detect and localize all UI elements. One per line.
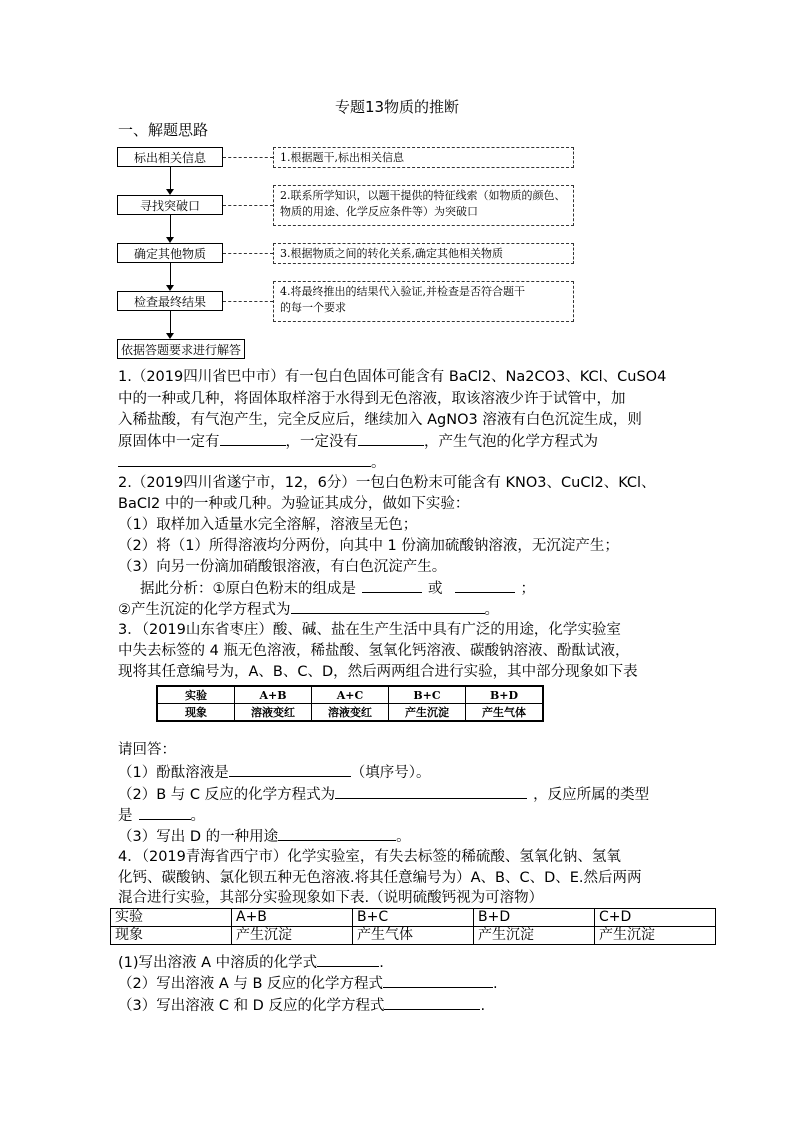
table-row (157, 704, 543, 722)
q3-results-table (156, 685, 544, 722)
dashed-connector (223, 253, 273, 254)
q3-line: 请回答： (118, 742, 176, 758)
q2-text: 据此分析：①原白色粉末的组成是 (140, 581, 356, 597)
table-cell: 产生沉淀 (474, 927, 595, 945)
answer-blank[interactable] (220, 431, 286, 446)
q4-line: 混合进行实验，其部分实验现象如下表.（说明硫酸钙视为可溶物） (118, 890, 544, 906)
q1-line: 入稀盐酸，有气泡产生，完全反应后，继续加入 AgNO3 溶液有白色沉淀生成，则 (118, 412, 642, 428)
answer-blank[interactable] (118, 452, 371, 467)
q4-results-table (110, 908, 716, 945)
q2-line: （3）向另一份滴加硝酸银溶液，有白色沉淀产生。 (118, 559, 447, 575)
q3-line (118, 805, 205, 827)
dashed-connector (223, 301, 273, 302)
flow-note-2: 2.联系所学知识，以题干提供的特征线索（如物质的颜色、物质的用途、化学反应条件等）为突破口 (273, 185, 574, 226)
table-cell: A+B (232, 909, 353, 927)
q3-line (118, 762, 430, 784)
table-cell: 溶液变红 (235, 704, 312, 722)
q2-line: （2）将（1）所得溶液均分两份，向其中 1 份滴加硫酸钠溶液，无沉淀产生； (118, 538, 619, 554)
q2-line: BaCl2 中的一种或几种。为验证其成分，做如下实验： (118, 496, 470, 512)
table-row (111, 927, 716, 945)
q4-text: （2）写出溶液 A 与 B 反应的化学方程式 (118, 976, 384, 992)
q1-line: 中的一种或几种，将固体取样溶于水得到无色溶液，取该溶液少许于试管中，加 (118, 391, 626, 407)
dashed-connector (223, 157, 273, 158)
q3-text: （1）酚酞溶液是 (118, 765, 229, 781)
flow-connector (170, 167, 171, 189)
answer-blank[interactable] (139, 805, 191, 820)
table-cell: A+C (312, 686, 389, 704)
q1-line (118, 431, 598, 453)
table-cell: 产生气体 (353, 927, 474, 945)
q4-text: . (493, 976, 498, 992)
q4-text: （3）写出溶液 C 和 D 反应的化学方程式 (118, 998, 385, 1014)
q3-line (118, 826, 411, 848)
table-row (157, 686, 543, 704)
flow-connector (170, 215, 171, 237)
q4-line: 化钙、碳酸钠、氯化钡五种无色溶液.将其任意编号为）A、B、C、D、E.然后两两 (118, 870, 642, 886)
flow-connector (170, 311, 171, 333)
q2-line (140, 578, 535, 600)
flow-connector (170, 263, 171, 285)
q1-line (118, 452, 386, 474)
table-cell: 溶液变红 (312, 704, 389, 722)
q3-line: 中失去标签的 4 瓶无色溶液，稀盐酸、氢氧化钙溶液、碳酸钠溶液、酚酞试液， (118, 643, 630, 659)
q1-text: ，产生气泡的化学方程式为 (424, 434, 598, 450)
section-heading: 一、解题思路 (118, 121, 209, 139)
arrow-down-icon (166, 285, 174, 291)
flow-note-1: 1.根据题干,标出相关信息 (273, 147, 574, 168)
q4-text: . (480, 998, 486, 1014)
flow-step-1: 标出相关信息 (117, 147, 223, 167)
q2-text: ②产生沉淀的化学方程式为 (118, 602, 291, 618)
table-cell: 实验 (157, 686, 235, 704)
flow-step-4: 检查最终结果 (117, 291, 223, 311)
q1-text: 。 (371, 455, 386, 471)
q3-text: ，反应所属的类型 (533, 787, 650, 803)
table-cell: 实验 (111, 909, 232, 927)
q3-text: 。 (396, 829, 411, 845)
flow-step-5: 依据答题要求进行解答 (117, 339, 245, 359)
q3-line (118, 784, 649, 806)
q3-text: 。 (190, 808, 205, 824)
q1-text: 原固体中一定有 (118, 434, 220, 450)
q2-line: （1）取样加入适量水完全溶解，溶液呈无色； (118, 517, 418, 533)
q4-line: 4．（2019青海省西宁市）化学实验室，有失去标签的稀硫酸、氢氧化钠、氢氧 (118, 849, 621, 865)
table-cell: B+D (466, 686, 544, 704)
arrow-down-icon (166, 333, 174, 339)
q2-line (118, 599, 499, 621)
arrow-down-icon (166, 189, 174, 195)
table-row (111, 909, 716, 927)
q4-line (118, 995, 485, 1017)
table-cell: 产生沉淀 (595, 927, 716, 945)
table-cell: C+D (595, 909, 716, 927)
q3-text: （填序号）。 (350, 765, 431, 781)
q1-line: 1.（2019四川省巴中市）有一包白色固体可能含有 BaCl2、Na2CO3、KCl、CuSO4 (118, 369, 667, 385)
q3-text: （3）写出 D 的一种用途 (118, 829, 279, 845)
table-cell: B+C (353, 909, 474, 927)
answer-blank[interactable] (455, 578, 515, 593)
arrow-down-icon (166, 237, 174, 243)
q4-line (118, 973, 498, 995)
answer-blank[interactable] (229, 762, 351, 777)
answer-blank[interactable] (291, 599, 485, 614)
table-cell: B+C (389, 686, 466, 704)
table-cell: B+D (474, 909, 595, 927)
table-cell: A+B (235, 686, 312, 704)
q4-line (118, 952, 384, 974)
answer-blank[interactable] (383, 973, 493, 988)
q3-text: 是 (118, 808, 133, 824)
dashed-connector (223, 205, 273, 206)
q1-text: ，一定没有 (285, 434, 358, 450)
flow-note-3: 3.根据物质之间的转化关系,确定其他相关物质 (273, 243, 574, 264)
q2-text: 或 (428, 581, 443, 597)
table-cell: 产生气体 (466, 704, 544, 722)
q2-line: 2.（2019四川省遂宁市，12，6分）一包白色粉末可能含有 KNO3、CuCl2、KCl、 (118, 475, 656, 491)
answer-blank[interactable] (358, 431, 424, 446)
table-cell: 现象 (111, 927, 232, 945)
answer-blank[interactable] (384, 995, 480, 1010)
flow-step-3: 确定其他物质 (117, 243, 223, 263)
table-cell: 产生沉淀 (232, 927, 353, 945)
answer-blank[interactable] (362, 578, 422, 593)
q4-text: . (379, 955, 384, 971)
q4-text: (1)写出溶液 A 中溶质的化学式 (118, 955, 318, 971)
answer-blank[interactable] (278, 826, 396, 841)
table-cell: 现象 (157, 704, 235, 722)
q2-text: 。 (484, 602, 499, 618)
page-title: 专题13物质的推断 (334, 98, 460, 116)
flow-step-2: 寻找突破口 (117, 195, 223, 215)
q2-text: ； (520, 581, 535, 597)
q3-line: 3．（2019山东省枣庄）酸、碱、盐在生产生活中具有广泛的用途，化学实验室 (118, 622, 621, 638)
answer-blank[interactable] (335, 784, 527, 799)
flow-note-4: 4.将最终推出的结果代入验证,并检查是否符合题干的每一个要求 (273, 281, 574, 322)
table-cell: 产生沉淀 (389, 704, 466, 722)
q3-line: 现将其任意编号为，A、B、C、D，然后两两组合进行实验，其中部分现象如下表 (118, 664, 638, 680)
q3-text: （2）B 与 C 反应的化学方程式为 (118, 787, 336, 803)
answer-blank[interactable] (317, 952, 379, 967)
